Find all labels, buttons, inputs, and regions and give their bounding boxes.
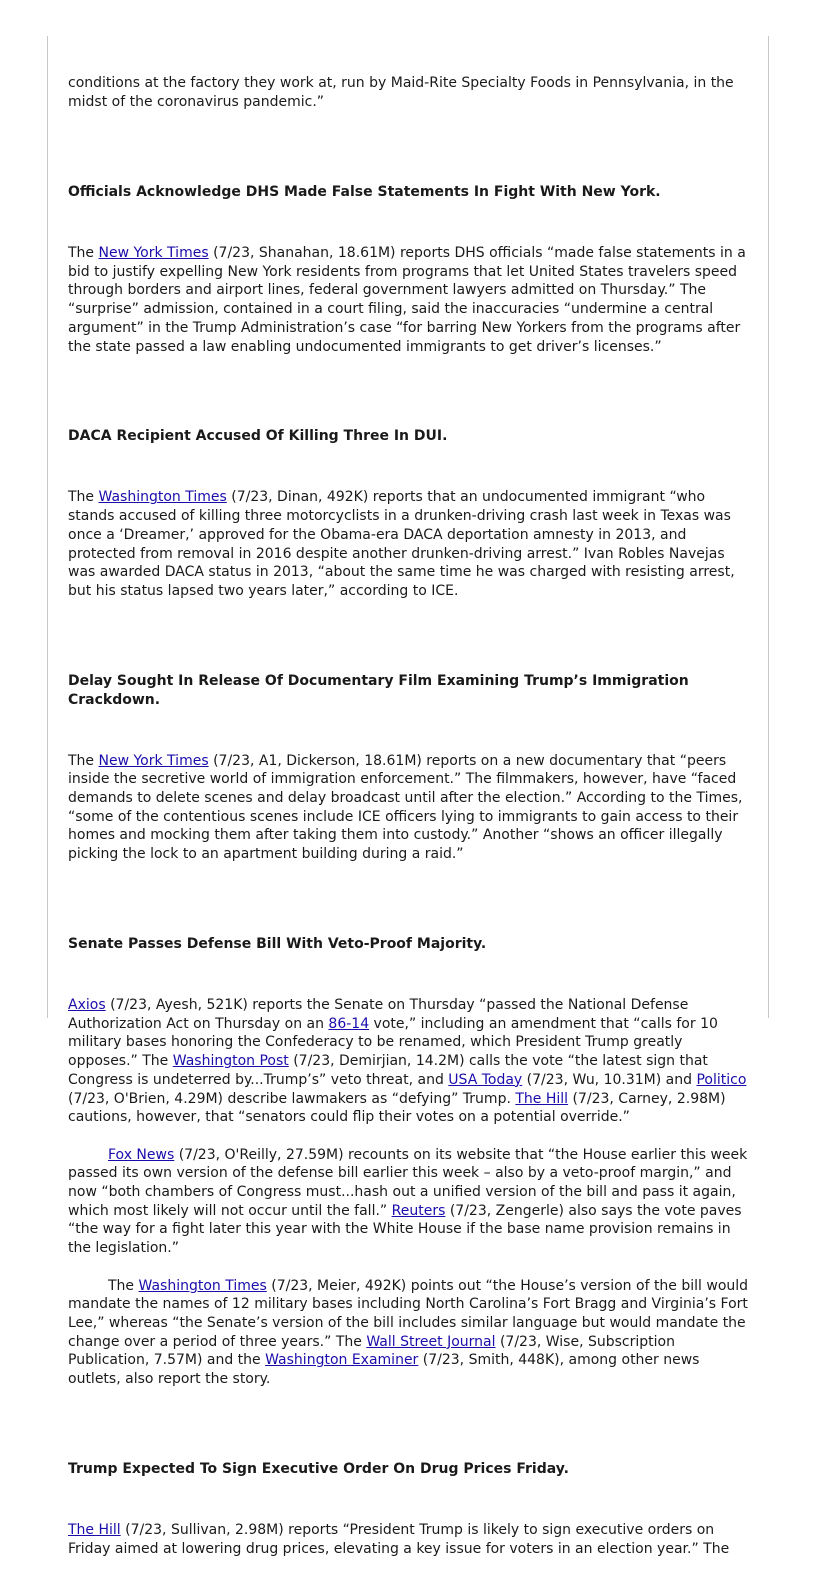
- article-headline-documentary: Delay Sought In Release Of Documentary Film Examining Trump’s Immigration Crackdown.: [68, 672, 689, 708]
- right-margin-rule: [768, 36, 769, 1018]
- text-segment: (7/23, Smith, 448K), among other news outlets, also report the story.: [68, 1352, 700, 1388]
- text-segment: (7/23, Shanahan, 18.61M) reports DHS officials “made false statements in a bid to justify expelling New York residents from programs that let United States travelers speed through borders and airport lines, federal government lawyers admitted on Thursday.” The “surprise” admission, contained in a court filing, said the inaccuracies “undermine a central argument” in the Trump Administration’s case “for barring New Yorkers from the programs after the state passed a law enabling undocumented immigrants to get driver’s licenses.”: [68, 245, 746, 355]
- link-the-hill[interactable]: The Hill: [68, 1522, 121, 1539]
- text-segment: (7/23, Ayesh, 521K) reports the Senate on Thursday “passed the National Defense Authorization Act on Thursday on an: [68, 997, 689, 1032]
- text-segment: (7/23, Wise, Subscription Publication, 7.57M) and the: [68, 1333, 675, 1369]
- text-segment: vote,” including an amendment that “calls for 10 military bases honoring the Confederacy to be renamed, which President Trump greatly opposes.” The: [68, 1015, 718, 1070]
- link-washington-times[interactable]: Washington Times: [98, 489, 227, 506]
- text-segment: (7/23, Meier, 492K) points out “the House’s version of the bill would mandate the names of 12 military bases including North Carolina’s Fort Bragg and Virginia’s Fort Lee,” whereas “the Senate’s version of the bill includes similar language but would mandate the change over a period of three years.” The: [68, 1277, 749, 1350]
- article-paragraph-defense-3: [68, 1277, 750, 1389]
- link-axios[interactable]: Axios: [68, 997, 106, 1014]
- link-washington-examiner[interactable]: Washington Examiner: [265, 1352, 419, 1369]
- text-segment: (7/23, Carney, 2.98M) cautions, however, that “senators could flip their votes on a potential override.”: [68, 1090, 726, 1126]
- text-segment: (7/23, O'Reilly, 27.59M) recounts on its website that “the House earlier this week passed its own version of the defense bill earlier this week – also by a veto-proof margin,” and now “both chambers of Congress must...hash out a unified version of the bill and pass it again, which most likely will not occur until the fall.”: [68, 1146, 748, 1219]
- article-headline-defense-bill: Senate Passes Defense Bill With Veto-Proof Majority.: [68, 935, 487, 952]
- link-usa-today[interactable]: USA Today: [448, 1071, 523, 1088]
- article-paragraph-defense-2: [68, 1146, 750, 1258]
- text-segment: (7/23, Sullivan, 2.98M) reports “President Trump is likely to sign executive orders on Friday aimed at lowering drug prices, elevating a key issue for voters in an election year.” The: [68, 1522, 730, 1557]
- link-vote-tally[interactable]: 86-14: [328, 1015, 370, 1032]
- link-the-hill[interactable]: The Hill: [515, 1090, 569, 1107]
- left-margin-rule: [47, 36, 48, 1018]
- link-politico[interactable]: Politico: [696, 1071, 747, 1088]
- article-headline-daca: DACA Recipient Accused Of Killing Three In DUI.: [68, 428, 448, 445]
- text-segment: (7/23, A1, Dickerson, 18.61M) reports on a new documentary that “peers inside the secretive world of immigration enforcement.” The filmmakers, however, have “faced demands to delete scenes and delay broadcast until after the election.” According to the Times, “some of the contentious scenes include ICE officers lying to immigrants to gain access to their homes and mocking them after taking them into custody.” Another “shows an officer illegally picking the lock to an apartment building during a raid.”: [68, 752, 743, 863]
- text-segment: The: [108, 1277, 139, 1294]
- text-segment: (7/23, Zengerle) also says the vote paves “the way for a fight later this year with the White House if the base name provision remains in the legislation.”: [68, 1202, 742, 1257]
- document-body: [68, 37, 750, 1596]
- article-headline-drug-prices: Trump Expected To Sign Executive Order On Drug Prices Friday.: [68, 1460, 569, 1477]
- link-wall-street-journal[interactable]: Wall Street Journal: [366, 1333, 496, 1350]
- text-segment: (7/23, O'Brien, 4.29M) describe lawmakers as “defying” Trump.: [68, 1090, 516, 1107]
- article-paragraph-defense-1: [68, 996, 750, 1127]
- intro-paragraph: [68, 74, 750, 111]
- text-segment: The: [68, 752, 99, 769]
- article-paragraph-daca: [68, 488, 750, 600]
- text-segment: The: [68, 489, 99, 506]
- link-washington-post[interactable]: Washington Post: [172, 1053, 289, 1070]
- link-reuters[interactable]: Reuters: [391, 1202, 446, 1219]
- article-paragraph-drug-prices: [68, 1521, 750, 1558]
- link-fox-news[interactable]: Fox News: [108, 1146, 175, 1163]
- text-segment: (7/23, Wu, 10.31M) and: [522, 1071, 697, 1088]
- link-washington-times[interactable]: Washington Times: [138, 1277, 267, 1294]
- link-new-york-times[interactable]: New York Times: [98, 752, 209, 769]
- article-headline-dhs: Officials Acknowledge DHS Made False Statements In Fight With New York.: [68, 183, 661, 200]
- link-new-york-times[interactable]: New York Times: [98, 245, 209, 262]
- intro-text: conditions at the factory they work at, run by Maid-Rite Specialty Foods in Pennsylvania, in the midst of the coronavirus pandemic.”: [68, 75, 734, 111]
- article-paragraph-documentary: [68, 752, 750, 864]
- text-segment: The: [68, 245, 99, 262]
- article-paragraph-dhs: [68, 244, 750, 356]
- text-segment: (7/23, Dinan, 492K) reports that an undocumented immigrant “who stands accused of killing three motorcyclists in a drunken-driving crash last week in Texas was once a ‘Dreamer,’ approved for the Obama-era DACA deportation amnesty in 2013, and protected from removal in 2016 despite another drunken-driving arrest.” Ivan Robles Navejas was awarded DACA status in 2013, “about the same time he was charged with resisting arrest, but his status lapsed two years later,” according to ICE.: [68, 489, 735, 599]
- text-segment: (7/23, Demirjian, 14.2M) calls the vote “the latest sign that Congress is undeterred by...Trump’s” veto threat, and: [68, 1053, 708, 1088]
